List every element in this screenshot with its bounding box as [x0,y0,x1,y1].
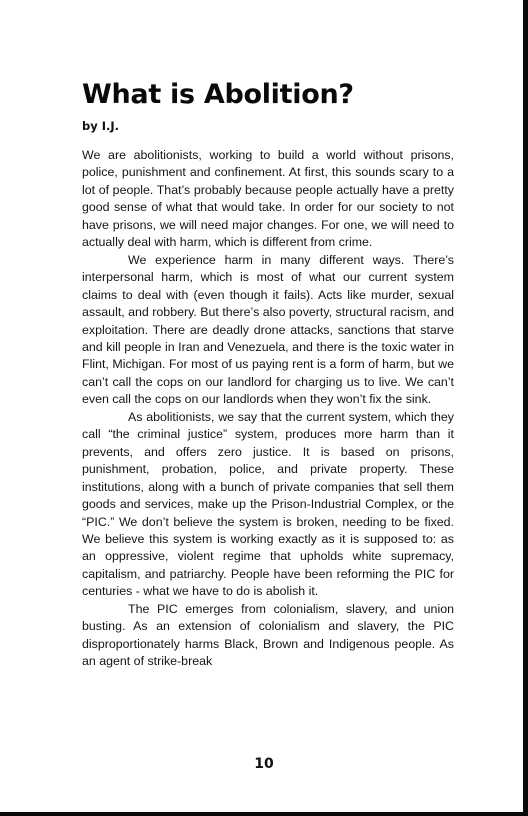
paragraph-system: As abolitionists, we say that the current system, which they call “the criminal justice” system, produces more harm than it prevents, and offers zero justice. It is based on prisons, punishment, probation, police, and private property. These institutions, along with a bunch of private companies that sell them goods and services, make up the Prison-Industrial Complex, or the “PIC.” We don’t believe the system is broken, needing to be fixed. We believe this system is working exactly as it is supposed to: as an oppressive, violent regime that upholds white supremacy, capitalism, and patriarchy. People have been reforming the PIC for centuries - what we have to do is abolish it. [82,409,454,599]
page-edge-right [523,0,528,816]
paragraph-intro: We are abolitionists, working to build a world without prisons, police, punishment and confinement. At first, this sounds scary to a lot of people. That’s probably because people actually have a pretty good sense of what that would take. In order for our society to not have prisons, we will need major changes. For one, we will need to actually deal with harm, which is different from crime. [82,148,454,250]
article-byline: by I.J. [82,119,120,133]
article-title: What is Abolition? [82,79,354,110]
paragraph-pic-origins: The PIC emerges from colonialism, slavery, and union busting. As an extension of colonialism and slavery, the PIC disproportionately harms Black, Brown and Indigenous people. As an agent of strike-break [82,601,454,669]
page-edge-bottom [0,812,528,816]
page-number: 10 [254,756,274,772]
paragraph-harm: We experience harm in many different ways. There’s interpersonal harm, which is most of what our current system claims to deal with (even though it fails). Acts like murder, sexual assault, and robbery. But there’s also poverty, structural racism, and exploitation. There are deadly drone attacks, sanctions that starve and kill people in Iran and Venezuela, and there is the toxic water in Flint, Michigan. For most of us paying rent is a form of harm, but we can’t call the cops on our landlord for charging us to live. We can’t even call the cops on our landlords when they won’t fix the sink. [82,252,454,407]
article-body [82,147,454,671]
